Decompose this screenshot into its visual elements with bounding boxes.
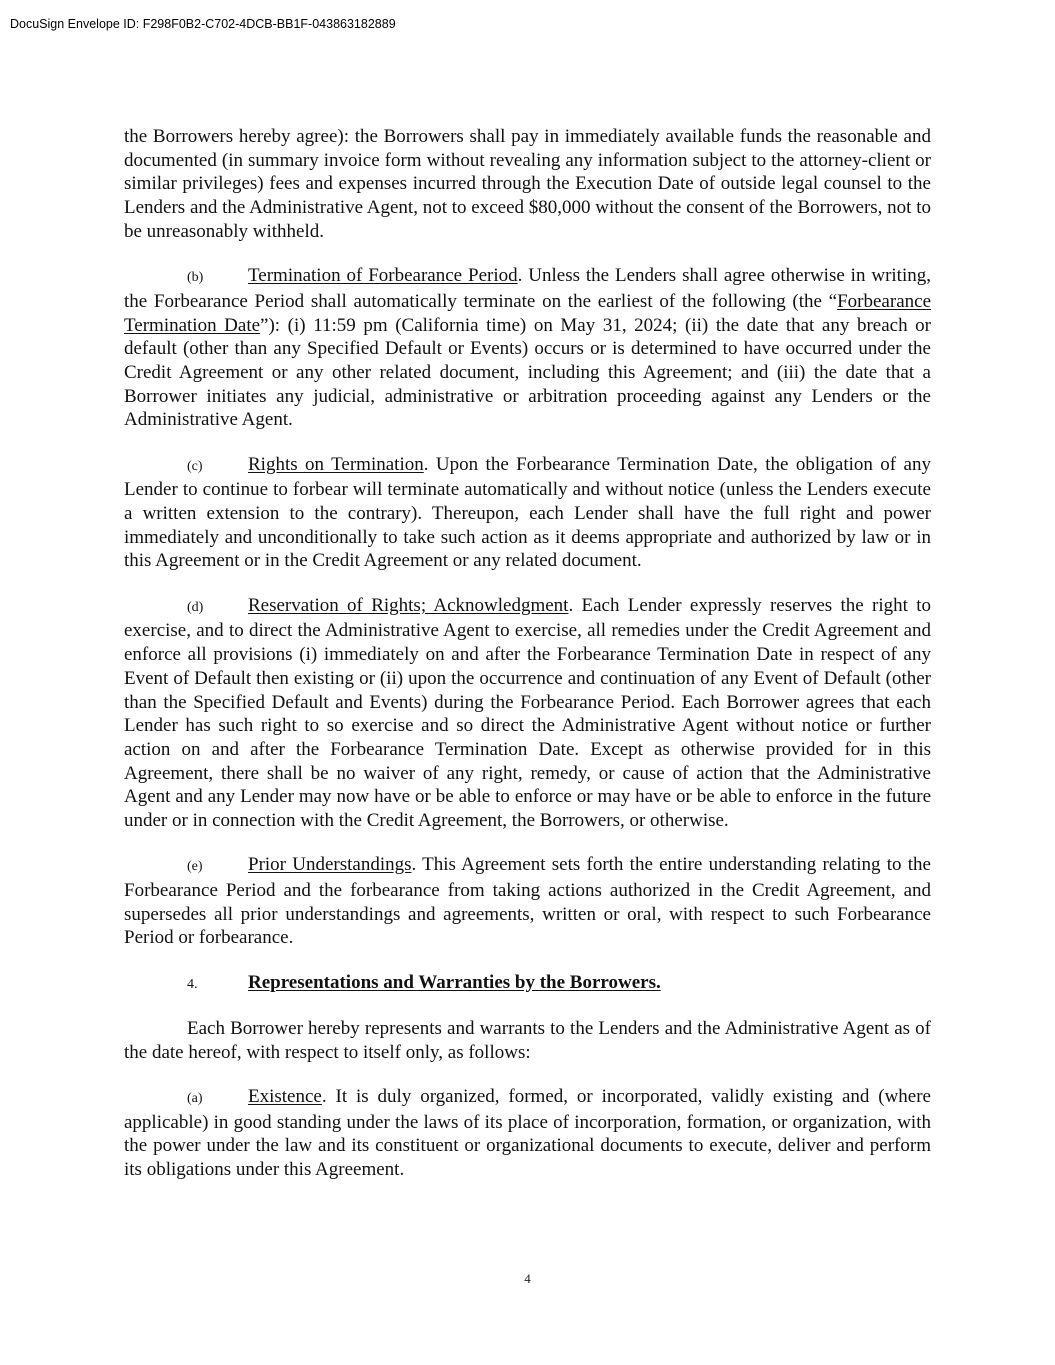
paragraph-title: Rights on Termination <box>248 453 424 475</box>
paragraph-title: Reservation of Rights; Acknowledgment <box>248 594 569 616</box>
paragraph-text: . It is duly organized, formed, or incorporated, validly existing and (where applicable) in good standing under the laws of its place of incorporation, formation, or organization, with the power under the law and its constituent or organizational documents to execute, deliver and perform its obligations under this Agreement. <box>124 1086 931 1181</box>
paragraph-continuation: the Borrowers hereby agree): the Borrowers shall pay in immediately available funds the reasonable and documented (in summary invoice form without revealing any information subject to the attorney-client or similar privileges) fees and expenses incurred through the Execution Date of outside legal counsel to the Lenders and the Administrative Agent, not to exceed $80,000 without the consent of the Borrowers, not to be unreasonably withheld. <box>124 126 931 242</box>
section-intro: Each Borrower hereby represents and warrants to the Lenders and the Administrative Agent as of the date hereof, with respect to itself only, as follows: <box>124 1018 931 1063</box>
paragraph-c <box>124 453 931 574</box>
paragraph-d <box>124 594 931 833</box>
paragraph-b <box>124 264 931 432</box>
document-body <box>124 125 931 1202</box>
section-title: Representations and Warranties by the Borrowers. <box>248 971 661 993</box>
paragraph-title: Prior Understandings <box>248 854 412 876</box>
paragraph-text: . This Agreement sets forth the entire understanding relating to the Forbearance Period and the forbearance from taking actions authorized in the Credit Agreement, and supersedes all prior understandings and agreements, written or oral, with respect to such Forbearance Period or forbearance. <box>124 854 931 949</box>
paragraph-title: Termination of Forbearance Period <box>248 265 518 287</box>
item-number: (a) <box>187 1091 203 1107</box>
defined-term: Forbearance Termination Date <box>124 290 931 336</box>
section-heading <box>124 971 931 997</box>
paragraph-text: . Unless the Lenders shall agree otherwise in writing, the Forbearance Period shall automatically terminate on the earliest of the following (the “ <box>124 265 931 312</box>
paragraph-text: . Upon the Forbearance Termination Date, the obligation of any Lender to continue to forbear will terminate automatically and without notice (unless the Lenders execute a written extension to the contrary). Thereupon, each Lender shall have the full right and power immediately and unconditionally to take such action as it deems appropriate and authorized by law or in this Agreement or in the Credit Agreement or any related document. <box>124 453 931 572</box>
page-number: 4 <box>524 1271 531 1286</box>
item-number: (e) <box>187 859 203 875</box>
docusign-envelope-id: DocuSign Envelope ID: F298F0B2-C702-4DCB-BB1F-043863182889 <box>10 17 396 31</box>
item-number: (b) <box>187 270 204 286</box>
paragraph-title: Existence <box>248 1086 322 1108</box>
paragraph-a <box>124 1085 931 1182</box>
item-number: (c) <box>187 458 203 474</box>
paragraph-e <box>124 853 931 950</box>
paragraph-text: . Each Lender expressly reserves the right to exercise, and to direct the Administrative Agent to exercise, all remedies under the Credit Agreement and enforce all provisions (i) immediately on and after the Forbearance Termination Date in respect of any Event of Default then existing or (ii) upon the occurrence and continuation of any Event of Default (other than the Specified Default and Events) during the Forbearance Period. Each Borrower agrees that each Lender has such right to so exercise and so direct the Administrative Agent without notice or further action on and after the Forbearance Termination Date. Except as otherwise provided for in this Agreement, there shall be no waiver of any right, remedy, or cause of action that the Administrative Agent and any Lender may now have or be able to enforce or may have or be able to enforce in the future under or in connection with the Credit Agreement, the Borrowers, or otherwise. <box>124 594 931 832</box>
item-number: (d) <box>187 599 204 615</box>
section-number: 4. <box>187 976 198 992</box>
paragraph-text: ”): (i) 11:59 pm (California time) on May 31, 2024; (ii) the date that any breach or default (other than any Specified Default or Events) occurs or is determined to have occurred under the Credit Agreement or any other related document, including this Agreement; and (iii) the date that a Borrower initiates any judicial, administrative or arbitration proceeding against any Lenders or the Administrative Agent. <box>124 314 931 431</box>
